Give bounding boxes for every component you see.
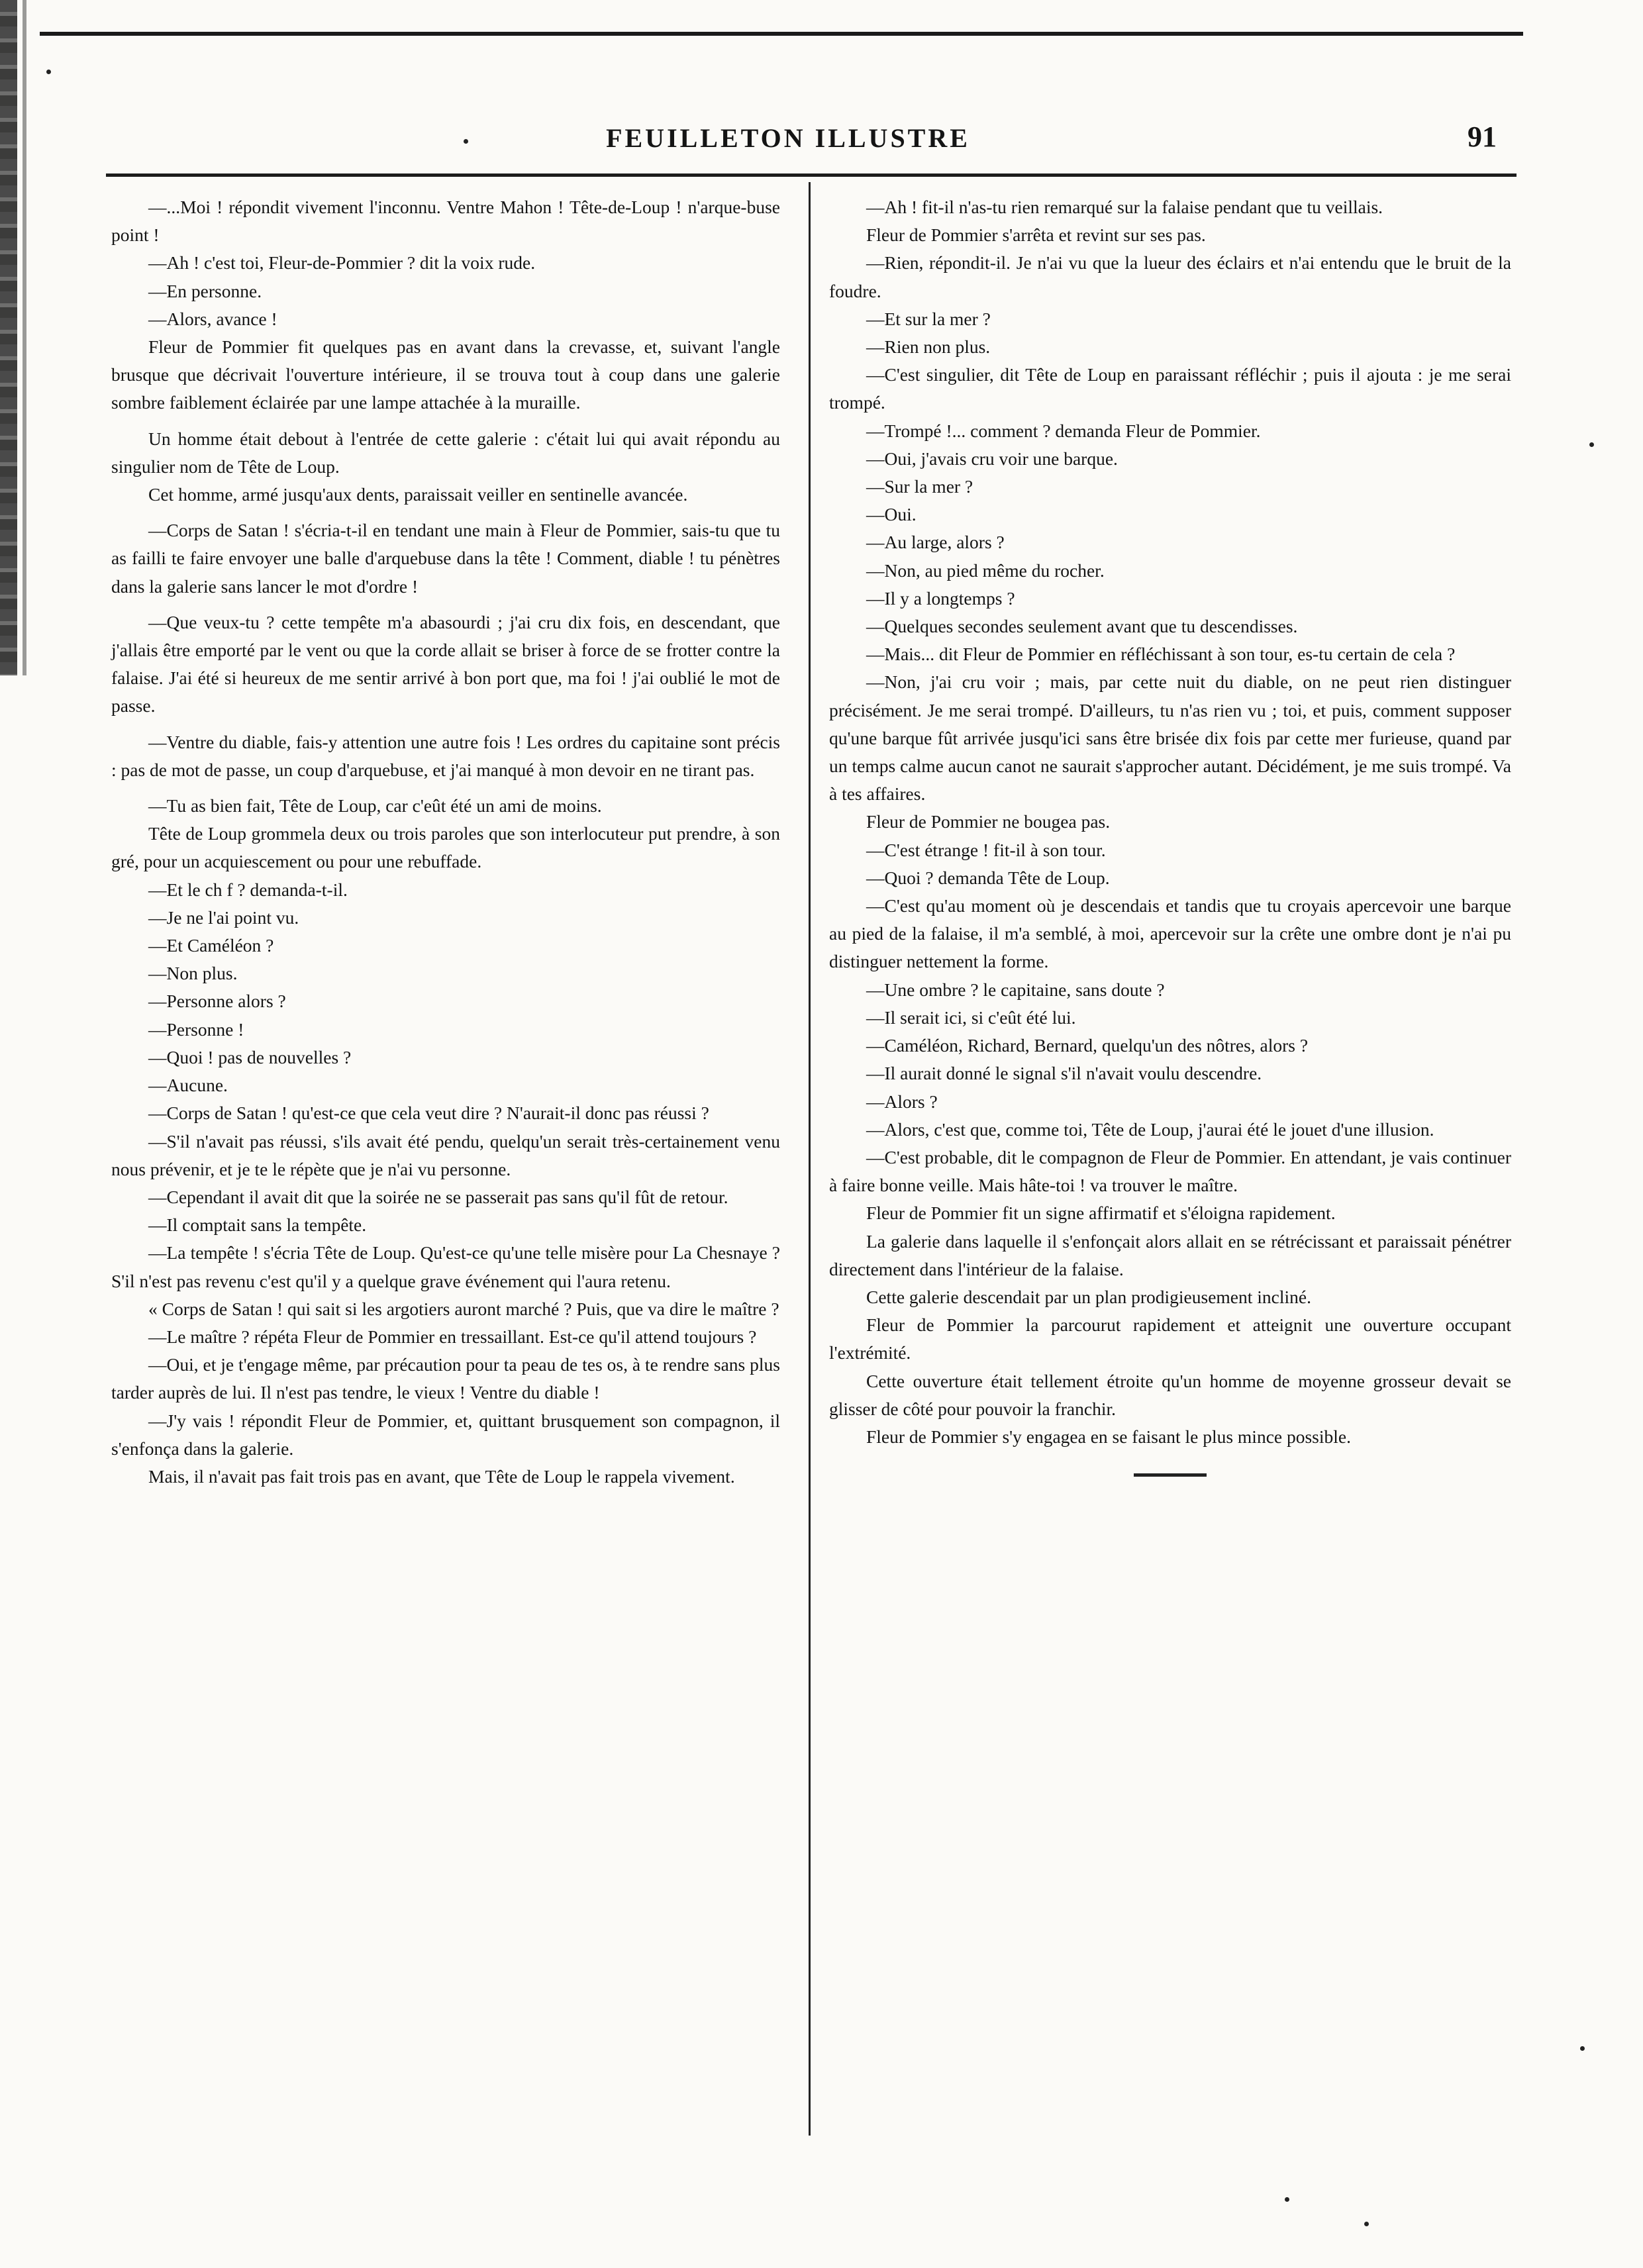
paragraph: Un homme était debout à l'entrée de cette galerie : c'était lui qui avait répondu au singulier nom de Tête de Loup. (111, 428, 780, 477)
paragraph: —Quoi ! pas de nouvelles ? (148, 1046, 352, 1067)
paragraph: Fleur de Pommier fit un signe affirmatif et s'éloigna rapidement. (866, 1203, 1336, 1224)
paragraph: —Caméléon, Richard, Bernard, quelqu'un des nôtres, alors ? (866, 1035, 1309, 1056)
paragraph: —Il serait ici, si c'eût été lui. (866, 1007, 1076, 1028)
paragraph: —Il comptait sans la tempête. (148, 1214, 367, 1236)
paragraph: —Oui, et je t'engage même, par précaution pour ta peau de tes os, à te rendre sans plus tarder auprès de lui. Il n'est pas tendre, le vieux ! Ventre du diable ! (111, 1354, 780, 1403)
paragraph: —Rien, répondit-il. Je n'ai vu que la lueur des éclairs et n'ai entendu que le bruit de la foudre. (829, 252, 1511, 301)
paragraph: —Ah ! fit-il n'as-tu rien remarqué sur la falaise pendant que tu veillais. (866, 197, 1383, 217)
paragraph: —La tempête ! s'écria Tête de Loup. Qu'est-ce qu'une telle misère pour La Chesnaye ? S'il n'est pas revenu c'est qu'il y a quelque grave événement qui l'aura retenu. (111, 1242, 780, 1291)
paragraph: Cette galerie descendait par un plan prodigieusement incliné. (866, 1286, 1311, 1307)
paragraph: —Ah ! c'est toi, Fleur-de-Pommier ? dit la voix rude. (148, 252, 536, 273)
right-column (829, 193, 1511, 1477)
paragraph: —Tu as bien fait, Tête de Loup, car c'eût été un ami de moins. (148, 795, 602, 816)
paragraph: —Quelques secondes seulement avant que tu descendisses. (866, 616, 1298, 637)
print-speck (464, 139, 468, 144)
print-speck (1580, 2046, 1585, 2051)
paragraph: —Et Caméléon ? (148, 935, 274, 956)
running-title: FEUILLETON ILLUSTRE (606, 123, 970, 153)
paragraph: Fleur de Pommier la parcourut rapidement et atteignit une ouverture occupant l'extrémité. (829, 1314, 1511, 1363)
paragraph: —C'est singulier, dit Tête de Loup en paraissant réfléchir ; puis il ajouta : je me serai trompé. (829, 364, 1511, 413)
print-speck (1589, 442, 1594, 447)
paragraph: —Rien non plus. (866, 336, 991, 358)
top-rule (40, 32, 1523, 36)
paragraph: —Personne ! (148, 1018, 244, 1040)
print-speck (46, 70, 51, 74)
page-header (66, 123, 1510, 162)
paragraph: —Mais... dit Fleur de Pommier en réfléchissant à son tour, es-tu certain de cela ? (866, 644, 1456, 665)
column-divider (809, 182, 811, 2136)
paragraph: —Une ombre ? le capitaine, sans doute ? (866, 979, 1165, 1000)
paragraph: —C'est qu'au moment où je descendais et tandis que tu croyais apercevoir une barque au pied de la falaise, il m'a semblé, à moi, apercevoir sur la crête une ombre dont je n'ai pu distinguer nettement la forme. (829, 895, 1511, 972)
paragraph: —En personne. (148, 280, 262, 301)
paragraph: La galerie dans laquelle il s'enfonçait alors allait en se rétrécissant et paraissait pénétrer directement dans l'intérieur de la falaise. (829, 1230, 1511, 1279)
paragraph: —Et le ch f ? demanda-t-il. (148, 879, 348, 900)
page-number: 91 (1468, 121, 1497, 153)
paragraph: —Et sur la mer ? (866, 308, 991, 329)
paragraph: —Alors, c'est que, comme toi, Tête de Loup, j'aurai été le jouet d'une illusion. (866, 1118, 1434, 1140)
paragraph: —Personne alors ? (148, 991, 286, 1012)
paragraph: Mais, il n'avait pas fait trois pas en avant, que Tête de Loup le rappela vivement. (148, 1465, 735, 1487)
paragraph: —Corps de Satan ! qu'est-ce que cela veut dire ? N'aurait-il donc pas réussi ? (148, 1103, 709, 1124)
paragraph: —Il aurait donné le signal s'il n'avait voulu descendre. (866, 1063, 1262, 1084)
paragraph: Tête de Loup grommela deux ou trois paroles que son interlocuteur put prendre, à son gré, pour un acquiescement ou pour une rebuffade. (111, 823, 780, 872)
paragraph: —Que veux-tu ? cette tempête m'a abasourdi ; j'ai cru dix fois, en descendant, que j'allais être emporté par le vent ou que la corde allait se briser à force de se frotter contre la falaise. J'ai été si heureux de me sentir arrivé à bon port que, ma foi ! j'ai oublié le mot de passe. (111, 611, 780, 716)
binding-edge-shadow (23, 0, 26, 675)
paragraph: —Aucune. (148, 1075, 228, 1096)
paragraph: —Quoi ? demanda Tête de Loup. (866, 867, 1110, 888)
paragraph: Fleur de Pommier fit quelques pas en avant dans la crevasse, et, suivant l'angle brusque que décrivait l'ouverture intérieure, il se trouva tout à coup dans une galerie sombre faiblement éclairée par une lampe attachée à la muraille. (111, 336, 780, 413)
paragraph: —Je ne l'ai point vu. (148, 907, 299, 928)
paragraph: Cette ouverture était tellement étroite qu'un homme de moyenne grosseur devait se glisser de côté pour pouvoir la franchir. (829, 1370, 1511, 1419)
paragraph: —Non, au pied même du rocher. (866, 560, 1105, 581)
print-speck (1285, 2197, 1289, 2202)
paragraph: —Au large, alors ? (866, 532, 1005, 553)
paragraph: —Oui, j'avais cru voir une barque. (866, 448, 1118, 469)
paragraph: —Trompé !... comment ? demanda Fleur de Pommier. (866, 420, 1261, 441)
paragraph: —Sur la mer ? (866, 476, 973, 497)
paragraph: —Non, j'ai cru voir ; mais, par cette nuit du diable, on ne peut rien distinguer précisément. Je me serai trompé. D'ailleurs, tu n'as rien vu ; toi, et puis, comment supposer qu'une barque fût arrivée jusqu'ici sans être brisée dix fois par cette mer furieuse, quand par un temps calme aucun canot ne saurait s'approcher autant. Décidément, je me suis trompé. Va à tes affaires. (829, 671, 1511, 805)
header-rule (106, 173, 1517, 177)
left-column (111, 193, 780, 1491)
binding-edge (0, 0, 17, 675)
paragraph: —Cependant il avait dit que la soirée ne se passerait pas sans qu'il fût de retour. (148, 1186, 728, 1207)
paragraph: —Alors, avance ! (148, 308, 277, 329)
paragraph: —Le maître ? répéta Fleur de Pommier en tressaillant. Est-ce qu'il attend toujours ? (148, 1326, 757, 1347)
paragraph: Cet homme, armé jusqu'aux dents, paraissait veiller en sentinelle avancée. (148, 484, 688, 505)
end-rule (1134, 1473, 1207, 1477)
paragraph: Fleur de Pommier s'arrêta et revint sur ses pas. (866, 224, 1206, 246)
paragraph: « Corps de Satan ! qui sait si les argotiers auront marché ? Puis, que va dire le maître ? (148, 1298, 779, 1319)
paragraph: —Corps de Satan ! s'écria-t-il en tendant une main à Fleur de Pommier, sais-tu que tu as failli te faire envoyer une balle d'arquebuse dans la tête ! Comment, diable ! tu pénètres dans la galerie sans lancer le mot d'ordre ! (111, 520, 780, 597)
paragraph: —...Moi ! répondit vivement l'inconnu. Ventre Mahon ! Tête-de-Loup ! n'arque-buse point ! (111, 197, 780, 246)
paragraph: —Il y a longtemps ? (866, 587, 1015, 609)
paragraph: Fleur de Pommier s'y engagea en se faisant le plus mince possible. (866, 1426, 1351, 1447)
paragraph: —C'est étrange ! fit-il à son tour. (866, 839, 1106, 860)
paragraph: —Alors ? (866, 1091, 938, 1112)
paragraph: —Non plus. (148, 963, 238, 984)
paragraph: Fleur de Pommier ne bougea pas. (866, 811, 1111, 832)
paragraph: —Oui. (866, 504, 917, 525)
paragraph: —Ventre du diable, fais-y attention une autre fois ! Les ordres du capitaine sont précis : pas de mot de passe, un coup d'arquebuse, et j'ai manqué à mon devoir en ne tirant pas. (111, 731, 780, 780)
paragraph: —J'y vais ! répondit Fleur de Pommier, et, quittant brusquement son compagnon, il s'enfonça dans la galerie. (111, 1410, 780, 1459)
paragraph: —S'il n'avait pas réussi, s'ils avait été pendu, quelqu'un serait très-certainement venu nous prévenir, et je te le répète que je n'ai vu personne. (111, 1130, 780, 1179)
paragraph: —C'est probable, dit le compagnon de Fleur de Pommier. En attendant, je vais continuer à faire bonne veille. Mais hâte-toi ! va trouver le maître. (829, 1146, 1511, 1196)
print-speck (1364, 2222, 1369, 2226)
